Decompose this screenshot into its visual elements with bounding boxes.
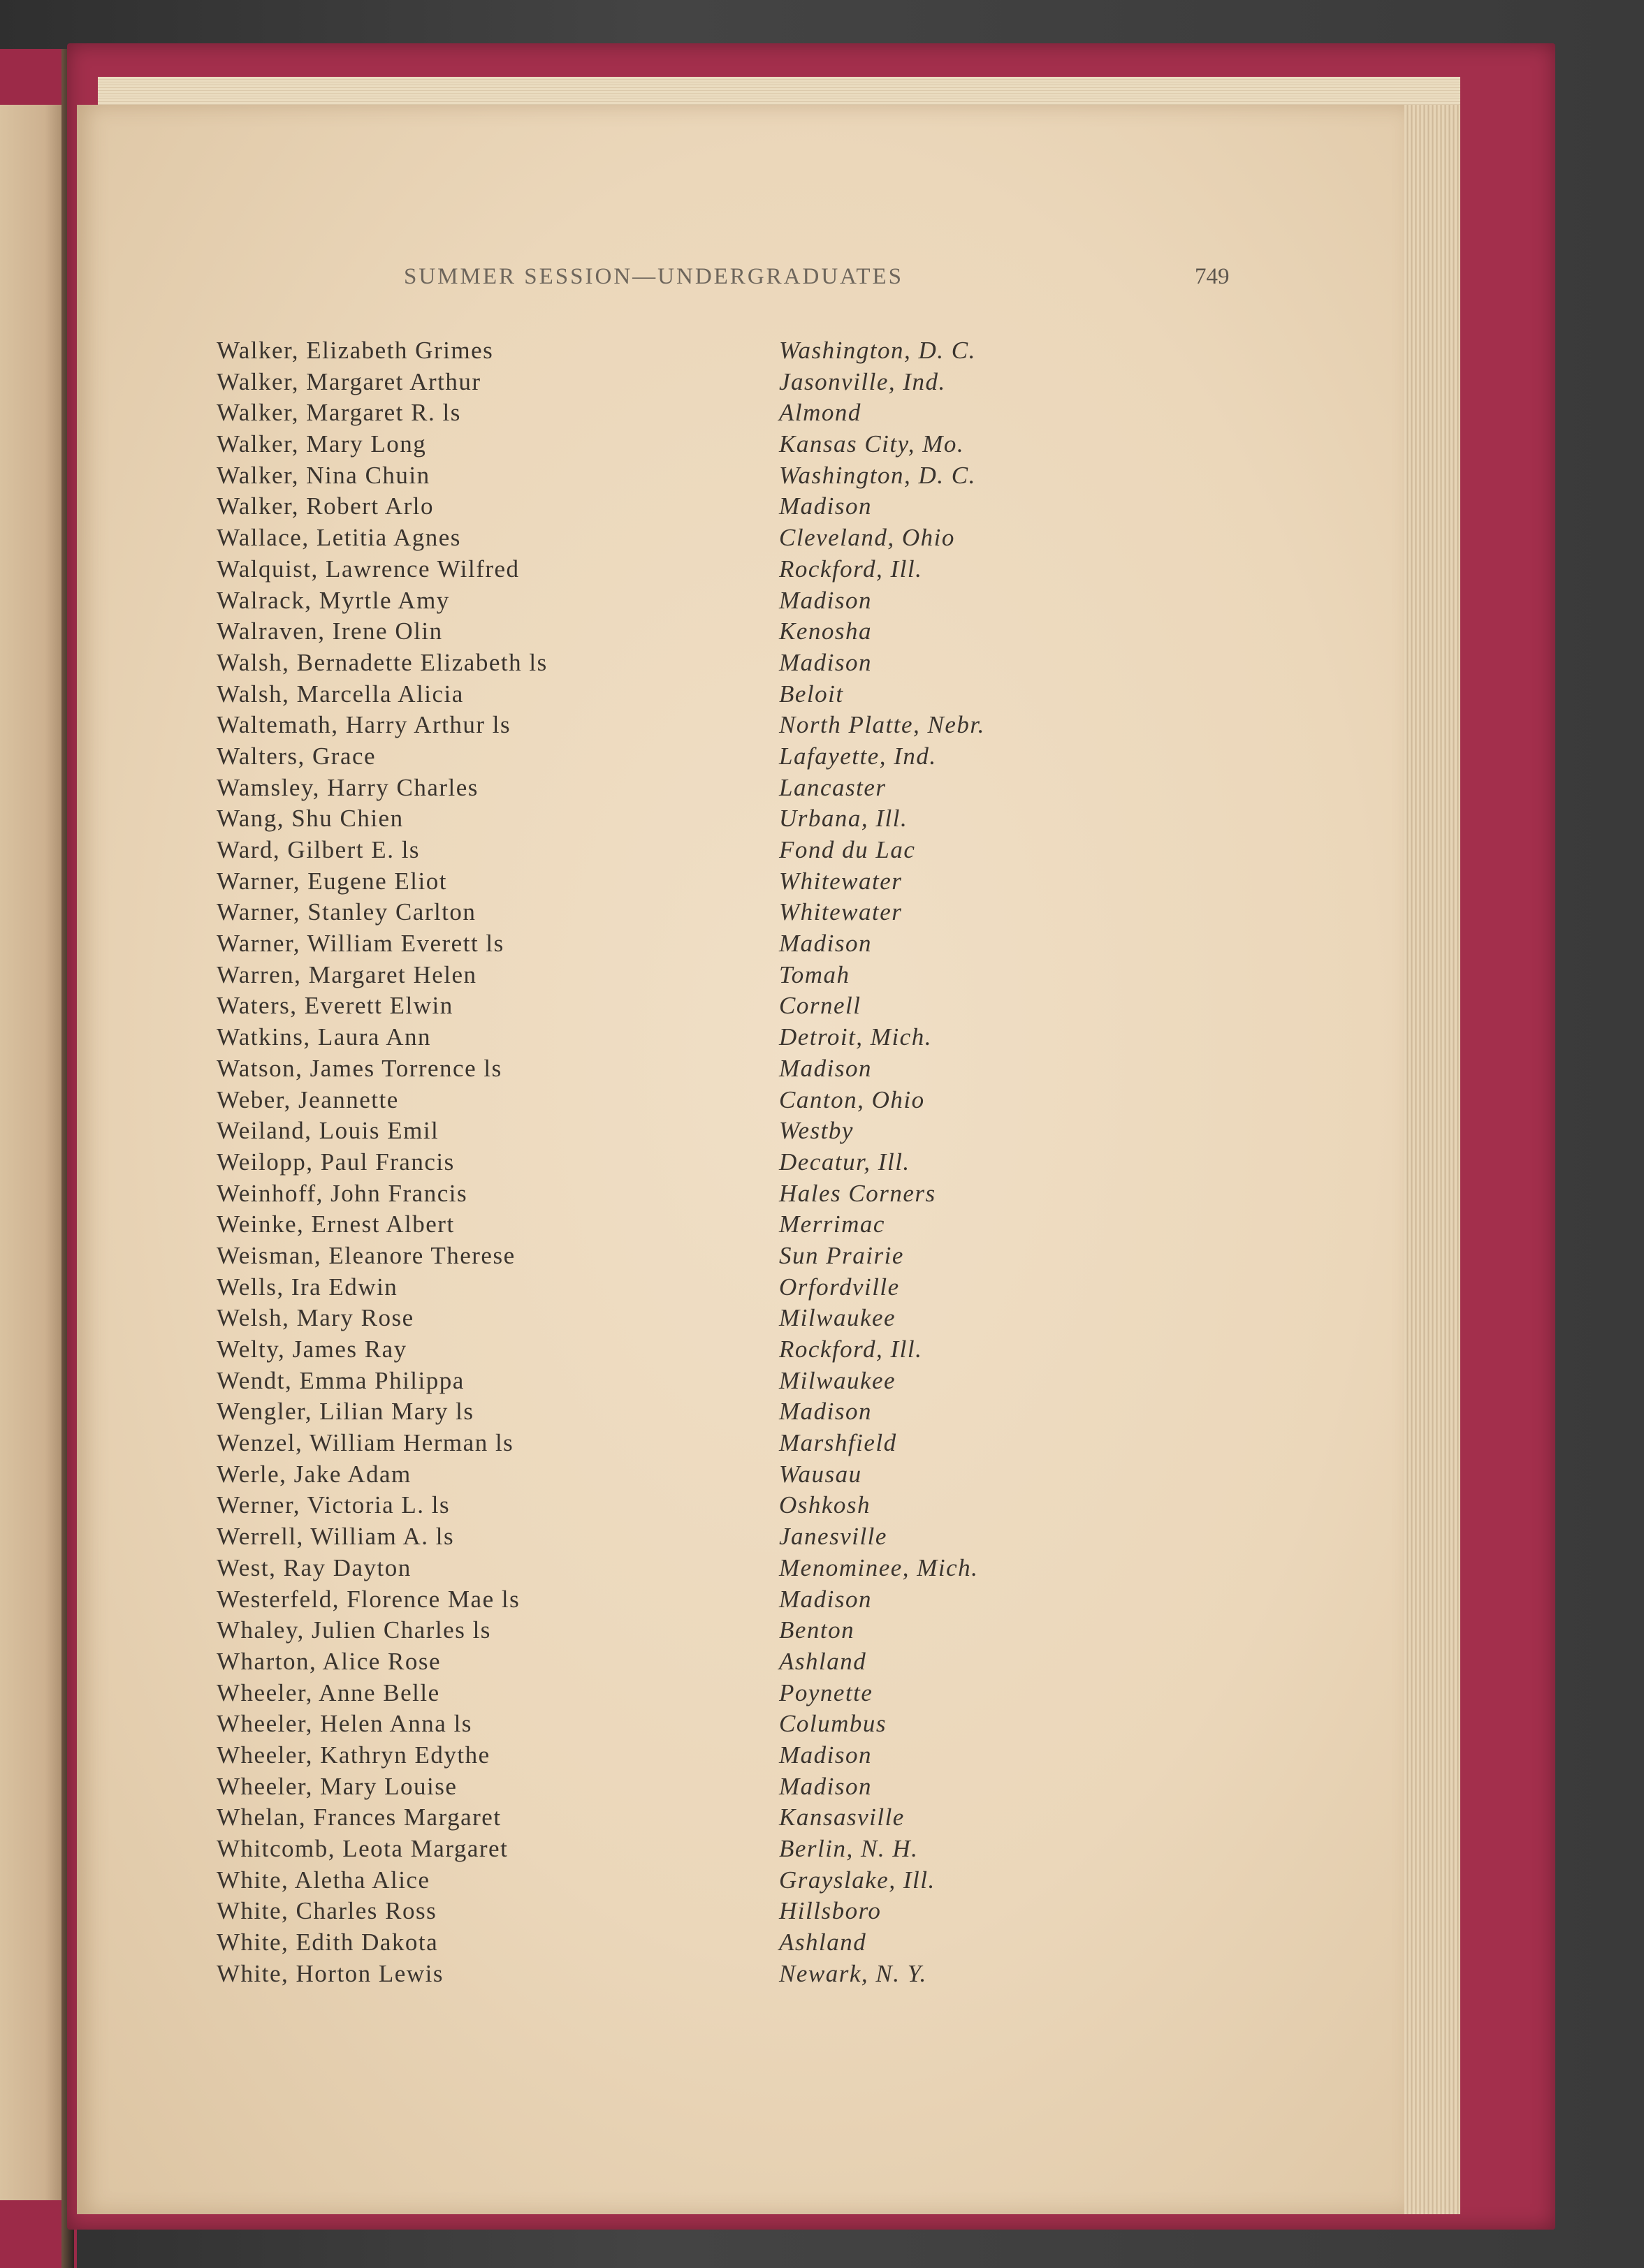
student-name: Warren, Margaret Helen: [217, 960, 477, 988]
student-hometown: Orfordville: [779, 1273, 900, 1301]
student-hometown: Newark, N. Y.: [779, 1959, 927, 1987]
student-name: Warner, Eugene Eliot: [217, 867, 447, 895]
student-name: Wheeler, Anne Belle: [217, 1678, 440, 1706]
list-item: [217, 897, 1195, 928]
student-hometown: Columbus: [779, 1710, 887, 1738]
student-hometown: Milwaukee: [779, 1304, 896, 1332]
student-list: [217, 335, 1195, 1989]
student-hometown: Berlin, N. H.: [779, 1835, 919, 1862]
student-name: Welsh, Mary Rose: [217, 1304, 414, 1332]
student-hometown: Almond: [779, 399, 861, 427]
running-head-title: SUMMER SESSION—UNDERGRADUATES: [404, 264, 903, 289]
student-hometown: Washington, D. C.: [779, 461, 976, 489]
student-name: White, Aletha Alice: [217, 1866, 430, 1894]
list-item: [217, 1366, 1195, 1397]
list-item: [217, 803, 1195, 835]
list-item: [217, 1678, 1195, 1709]
list-item: [217, 866, 1195, 898]
student-hometown: Sun Prairie: [779, 1241, 904, 1269]
list-item: [217, 429, 1195, 460]
student-name: Welty, James Ray: [217, 1336, 407, 1363]
student-name: Werner, Victoria L. ls: [217, 1491, 451, 1519]
student-hometown: Madison: [779, 648, 872, 676]
student-name: Wheeler, Kathryn Edythe: [217, 1741, 490, 1769]
list-item: [217, 1865, 1195, 1896]
student-name: White, Horton Lewis: [217, 1959, 444, 1987]
student-hometown: Tomah: [779, 960, 850, 988]
list-item: [217, 710, 1195, 741]
student-name: Wengler, Lilian Mary ls: [217, 1398, 474, 1426]
list-item: [217, 1709, 1195, 1740]
student-name: Werrell, William A. ls: [217, 1523, 455, 1551]
book-page: [77, 105, 1404, 2214]
student-name: Waters, Everett Elwin: [217, 992, 453, 1020]
list-item: [217, 460, 1195, 492]
list-item: [217, 1959, 1195, 1990]
student-hometown: Milwaukee: [779, 1366, 896, 1394]
running-head: [77, 264, 1404, 292]
page-number: 749: [1195, 264, 1230, 289]
list-item: [217, 1802, 1195, 1834]
student-hometown: Kansasville: [779, 1804, 905, 1831]
student-name: White, Edith Dakota: [217, 1929, 439, 1956]
student-hometown: Madison: [779, 1398, 872, 1426]
student-name: Weilopp, Paul Francis: [217, 1148, 455, 1176]
student-hometown: Detroit, Mich.: [779, 1023, 932, 1051]
list-item: [217, 1053, 1195, 1085]
list-item: [217, 367, 1195, 398]
student-hometown: Beloit: [779, 680, 844, 708]
student-hometown: Ashland: [779, 1647, 867, 1675]
student-name: White, Charles Ross: [217, 1897, 437, 1925]
student-name: Wamsley, Harry Charles: [217, 773, 479, 801]
student-hometown: Janesville: [779, 1523, 887, 1551]
student-name: Watkins, Laura Ann: [217, 1023, 432, 1051]
student-name: Wharton, Alice Rose: [217, 1647, 442, 1675]
list-item: [217, 585, 1195, 617]
list-item: [217, 1147, 1195, 1178]
list-item: [217, 1115, 1195, 1147]
student-name: Wells, Ira Edwin: [217, 1273, 398, 1301]
student-hometown: Benton: [779, 1616, 855, 1644]
student-hometown: Kansas City, Mo.: [779, 430, 965, 458]
student-name: Weisman, Eleanore Therese: [217, 1241, 516, 1269]
student-hometown: Cornell: [779, 992, 861, 1020]
student-hometown: Fond du Lac: [779, 836, 916, 863]
list-item: [217, 648, 1195, 679]
student-hometown: Hales Corners: [779, 1179, 936, 1207]
list-item: [217, 928, 1195, 960]
list-item: [217, 1490, 1195, 1521]
student-name: Walquist, Lawrence Wilfred: [217, 555, 520, 583]
student-name: Walker, Margaret R. ls: [217, 399, 461, 427]
student-name: Walters, Grace: [217, 742, 377, 770]
student-name: Whaley, Julien Charles ls: [217, 1616, 491, 1644]
student-name: Walsh, Bernadette Elizabeth ls: [217, 648, 548, 676]
student-name: Walker, Elizabeth Grimes: [217, 337, 494, 364]
student-hometown: Wausau: [779, 1460, 862, 1488]
student-name: Walker, Mary Long: [217, 430, 427, 458]
list-item: [217, 522, 1195, 554]
student-hometown: Menominee, Mich.: [779, 1553, 979, 1581]
student-hometown: Madison: [779, 1585, 872, 1613]
student-hometown: Cleveland, Ohio: [779, 524, 955, 552]
student-hometown: Lancaster: [779, 773, 887, 801]
student-hometown: Whitewater: [779, 867, 903, 895]
student-hometown: Whitewater: [779, 898, 903, 926]
student-name: Weinke, Ernest Albert: [217, 1210, 455, 1238]
student-hometown: Merrimac: [779, 1210, 885, 1238]
list-item: [217, 1209, 1195, 1241]
student-hometown: Rockford, Ill.: [779, 1336, 923, 1363]
student-name: Warner, William Everett ls: [217, 930, 504, 958]
list-item: [217, 616, 1195, 648]
list-item: [217, 1241, 1195, 1272]
list-item: [217, 1428, 1195, 1459]
student-hometown: Madison: [779, 492, 872, 520]
student-name: Weinhoff, John Francis: [217, 1179, 468, 1207]
list-item: [217, 335, 1195, 367]
student-name: Weiland, Louis Emil: [217, 1117, 439, 1145]
student-name: Westerfeld, Florence Mae ls: [217, 1585, 521, 1613]
list-item: [217, 1022, 1195, 1053]
student-hometown: Westby: [779, 1117, 854, 1145]
list-item: [217, 1771, 1195, 1803]
student-hometown: Urbana, Ill.: [779, 805, 908, 833]
student-hometown: Madison: [779, 1054, 872, 1082]
student-name: Watson, James Torrence ls: [217, 1054, 502, 1082]
student-hometown: Ashland: [779, 1929, 867, 1956]
student-hometown: Lafayette, Ind.: [779, 742, 937, 770]
student-name: Walrack, Myrtle Amy: [217, 586, 450, 614]
student-name: Ward, Gilbert E. ls: [217, 836, 421, 863]
list-item: [217, 1521, 1195, 1553]
student-hometown: Madison: [779, 586, 872, 614]
student-hometown: Hillsboro: [779, 1897, 882, 1925]
student-hometown: Madison: [779, 1741, 872, 1769]
list-item: [217, 1272, 1195, 1303]
previous-page-edge: [0, 105, 64, 2200]
student-hometown: Grayslake, Ill.: [779, 1866, 936, 1894]
student-name: Wenzel, William Herman ls: [217, 1429, 514, 1457]
student-name: Warner, Stanley Carlton: [217, 898, 477, 926]
list-item: [217, 1178, 1195, 1210]
list-item: [217, 1646, 1195, 1678]
student-hometown: Poynette: [779, 1678, 873, 1706]
student-hometown: Decatur, Ill.: [779, 1148, 910, 1176]
list-item: [217, 397, 1195, 429]
student-name: Wallace, Letitia Agnes: [217, 524, 461, 552]
student-name: Weber, Jeannette: [217, 1085, 399, 1113]
student-name: Whelan, Frances Margaret: [217, 1804, 502, 1831]
student-hometown: Madison: [779, 1772, 872, 1800]
student-name: Waltemath, Harry Arthur ls: [217, 711, 511, 739]
list-item: [217, 1896, 1195, 1927]
student-name: Wang, Shu Chien: [217, 805, 404, 833]
list-item: [217, 679, 1195, 710]
student-hometown: Kenosha: [779, 617, 872, 645]
student-name: Whitcomb, Leota Margaret: [217, 1835, 509, 1862]
student-hometown: Rockford, Ill.: [779, 555, 923, 583]
list-item: [217, 1303, 1195, 1334]
student-hometown: North Platte, Nebr.: [779, 711, 985, 739]
student-name: Wendt, Emma Philippa: [217, 1366, 465, 1394]
student-name: Werle, Jake Adam: [217, 1460, 412, 1488]
student-hometown: Washington, D. C.: [779, 337, 976, 364]
student-name: Walker, Nina Chuin: [217, 461, 430, 489]
student-name: Walker, Robert Arlo: [217, 492, 435, 520]
student-hometown: Madison: [779, 930, 872, 958]
student-name: Wheeler, Helen Anna ls: [217, 1710, 472, 1738]
student-name: Wheeler, Mary Louise: [217, 1772, 458, 1800]
student-hometown: Marshfield: [779, 1429, 897, 1457]
student-name: Walraven, Irene Olin: [217, 617, 443, 645]
list-item: [217, 1396, 1195, 1428]
list-item: [217, 1334, 1195, 1366]
list-item: [217, 741, 1195, 773]
list-item: [217, 491, 1195, 522]
list-item: [217, 1584, 1195, 1616]
student-name: West, Ray Dayton: [217, 1553, 412, 1581]
list-item: [217, 1927, 1195, 1959]
student-hometown: Jasonville, Ind.: [779, 367, 946, 395]
list-item: [217, 554, 1195, 585]
student-name: Walsh, Marcella Alicia: [217, 680, 464, 708]
student-hometown: Oshkosh: [779, 1491, 871, 1519]
list-item: [217, 835, 1195, 866]
list-item: [217, 1740, 1195, 1771]
list-item: [217, 1553, 1195, 1584]
list-item: [217, 990, 1195, 1022]
list-item: [217, 1615, 1195, 1646]
list-item: [217, 1834, 1195, 1865]
student-hometown: Canton, Ohio: [779, 1085, 925, 1113]
student-name: Walker, Margaret Arthur: [217, 367, 481, 395]
list-item: [217, 1085, 1195, 1116]
list-item: [217, 960, 1195, 991]
list-item: [217, 773, 1195, 804]
list-item: [217, 1459, 1195, 1491]
